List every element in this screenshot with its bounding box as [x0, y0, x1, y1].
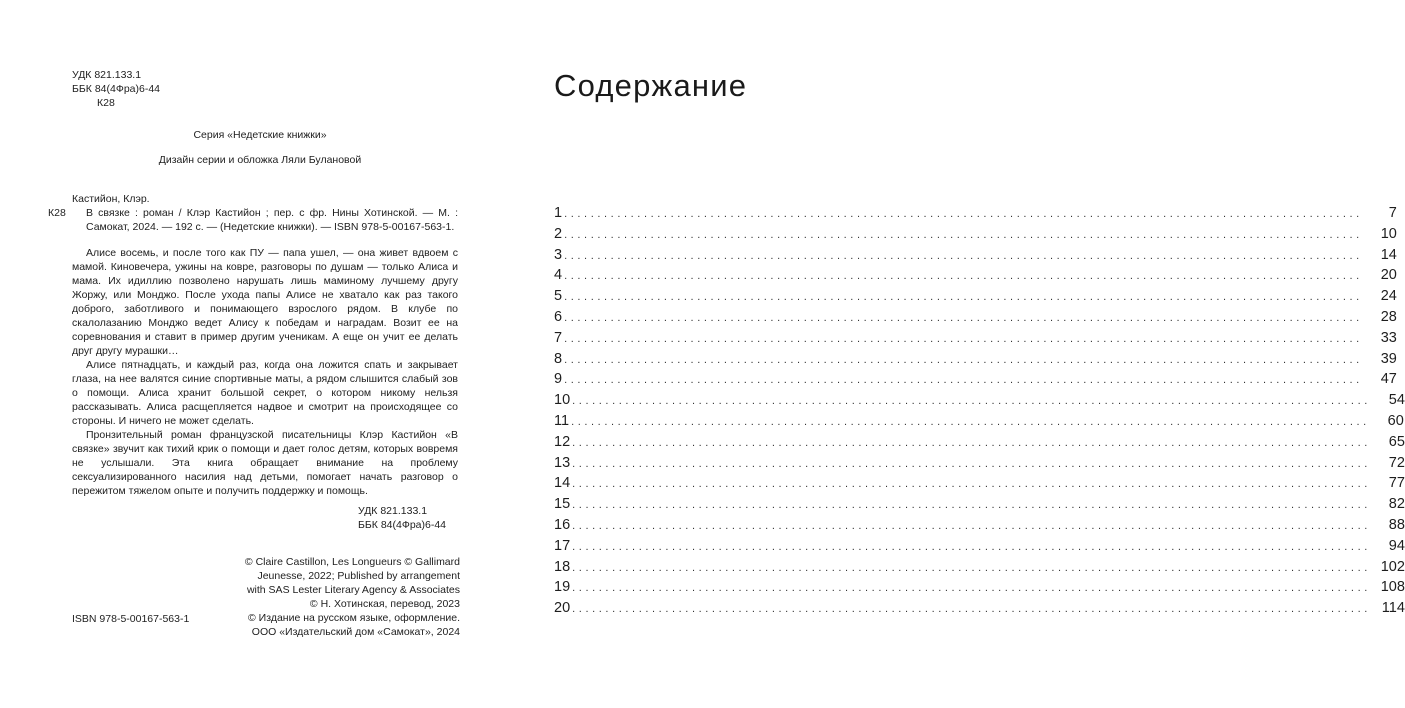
toc-chapter-number: 5: [554, 288, 563, 305]
toc-leader-dots: ........................................................................................................................: [564, 291, 1363, 304]
biblio-description: В связке : роман / Клэр Кастийон ; пер. с фр. Нины Хотинской. — М. : Самокат, 2024. — 192 с. — (Недетские книжки). — ISBN 978-5-00167-563-1.: [86, 207, 458, 233]
toc-page-number: 65: [1388, 433, 1405, 450]
toc-entry-15[interactable]: [554, 496, 1405, 517]
toc-entry-20[interactable]: [554, 600, 1405, 621]
bbk-code: ББК 84(4Фра)6-44: [72, 83, 161, 95]
toc-chapter-number: 17: [554, 537, 571, 554]
toc-title: Содержание: [554, 68, 748, 103]
toc-chapter-number: 9: [554, 371, 563, 388]
isbn: ISBN 978-5-00167-563-1: [72, 613, 190, 625]
toc-entry-11[interactable]: [554, 412, 1404, 434]
toc-chapter-number: 15: [554, 496, 571, 513]
toc-chapter-number: 19: [554, 579, 571, 596]
toc-chapter-number: 10: [554, 392, 571, 409]
biblio-author-mark: К28: [48, 207, 66, 219]
series-name: Серия «Недетские книжки»: [193, 129, 327, 141]
toc-page-number: 39: [1380, 350, 1397, 367]
toc-page-number: 54: [1388, 392, 1405, 409]
toc-page-number: 14: [1380, 246, 1397, 263]
toc-leader-dots: ........................................................................................................................: [572, 436, 1371, 449]
toc-entry-3[interactable]: [554, 246, 1397, 268]
copyright-line: Jeunesse, 2022; Published by arrangement: [257, 570, 460, 582]
toc-entry-19[interactable]: [554, 579, 1405, 600]
annotation-paragraph: Алисе восемь, и после того как ПУ — папа ушел, — она живет вдвоем с мамой. Киновечера, ужины на ковре, разговоры по душам — только Алиса и мама. Их идиллию позволено нарушать лишь маминому лучшему другу Жоржу, или Монджо. После ухода папы Алисе не хватало как раз такого доброго, заботливого и понимающего взрослого рядом. В клубе по скалолазанию Монджо ведет Алису к победам и наградам. Возит ее на соревнования и ставит в пример другим ученикам. А еще он учит ее делать друг другу мурашки…: [72, 247, 458, 357]
toc-entry-17[interactable]: [554, 537, 1405, 559]
series-info: [110, 128, 410, 178]
toc-leader-dots: ........................................................................................................................: [572, 561, 1371, 574]
toc-entry-13[interactable]: [554, 454, 1405, 476]
toc-entry-12[interactable]: [554, 433, 1405, 455]
toc-entry-2[interactable]: [554, 225, 1397, 247]
toc-chapter-number: 7: [554, 329, 563, 346]
toc-chapter-number: 8: [554, 350, 563, 367]
toc-leader-dots: ........................................................................................................................: [571, 415, 1370, 428]
toc-leader-dots: ........................................................................................................................: [564, 332, 1363, 345]
toc-entry-18[interactable]: [554, 558, 1405, 580]
toc-entry-4[interactable]: [554, 267, 1397, 288]
udk-block-top: [72, 68, 272, 110]
toc-leader-dots: ........................................................................................................................: [572, 540, 1371, 553]
toc-page-number: 60: [1387, 412, 1404, 429]
annotation-paragraph: Пронзительный роман французской писательницы Клэр Кастийон «В связке» звучит как тихий крик о помощи и дает голос детям, которых вовремя не услышали. Эта книга обращает внимание на проблему сексуализированного насилия над детьми, помогает начать разговор о пережитом тяжелом опыте и получить поддержку и помощь.: [72, 429, 458, 497]
copyright-block: [230, 555, 460, 639]
toc-leader-dots: ........................................................................................................................: [572, 519, 1371, 532]
annotation: [72, 246, 458, 498]
toc-page-number: 102: [1380, 558, 1405, 575]
toc-chapter-number: 4: [554, 267, 563, 284]
toc-chapter-number: 13: [554, 454, 571, 471]
toc-entry-8[interactable]: [554, 350, 1397, 372]
toc-entry-5[interactable]: [554, 288, 1397, 309]
udk-code: УДК 821.133.1: [72, 69, 142, 81]
author-mark: К28: [97, 97, 115, 109]
udk-code-bottom: УДК 821.133.1: [358, 505, 428, 517]
toc-leader-dots: ........................................................................................................................: [564, 311, 1363, 324]
design-credit: Дизайн серии и обложка Ляли Булановой: [158, 154, 362, 166]
toc-page-number: 7: [1388, 205, 1397, 221]
copyright-line: ООО «Издательский дом «Самокат», 2024: [251, 626, 460, 638]
annotation-paragraph: Алисе пятнадцать, и каждый раз, когда она ложится спать и закрывает глаза, на нее валятся синие спортивные маты, а рядом слышится слабый зов о помощи. Алиса хранит большой секрет, о котором никому нельзя рассказывать. Алиса расщепляется надвое и смотрит на происходящее со стороны. И ничего не может сделать.: [72, 359, 458, 427]
toc-page-number: 82: [1388, 496, 1405, 513]
toc-chapter-number: 3: [554, 246, 563, 263]
toc-chapter-number: 12: [554, 433, 571, 450]
toc-leader-dots: ........................................................................................................................: [564, 374, 1363, 387]
toc-page-number: 10: [1380, 225, 1397, 242]
copyright-line: © Издание на русском языке, оформление.: [248, 612, 460, 624]
toc-page-number: 77: [1388, 475, 1405, 492]
toc-entry-14[interactable]: [554, 475, 1405, 496]
toc-leader-dots: ........................................................................................................................: [572, 499, 1371, 512]
copyright-line: with SAS Lester Literary Agency & Associates: [246, 584, 460, 596]
toc-leader-dots: ........................................................................................................................: [572, 457, 1371, 470]
toc-page-number: 88: [1388, 516, 1405, 533]
toc-page-number: 33: [1380, 329, 1397, 346]
toc-leader-dots: ........................................................................................................................: [572, 395, 1371, 408]
toc-chapter-number: 11: [554, 412, 570, 429]
toc-chapter-number: 16: [554, 516, 571, 533]
bibliographic-record: [48, 206, 458, 234]
toc-chapter-number: 14: [554, 475, 571, 492]
toc-leader-dots: ........................................................................................................................: [564, 228, 1363, 241]
toc-chapter-number: 6: [554, 308, 563, 325]
bbk-code-bottom: ББК 84(4Фра)6-44: [358, 519, 447, 531]
toc-leader-dots: ........................................................................................................................: [564, 270, 1363, 283]
toc-leader-dots: ........................................................................................................................: [572, 603, 1371, 616]
toc-page-number: 28: [1380, 308, 1397, 325]
author-heading: Кастийон, Клэр.: [72, 193, 150, 205]
toc-entry-10[interactable]: [554, 392, 1405, 413]
table-of-contents: [554, 205, 1405, 621]
toc-chapter-number: 20: [554, 600, 571, 617]
toc-leader-dots: ........................................................................................................................: [564, 353, 1363, 366]
toc-page-number: 108: [1380, 579, 1405, 596]
toc-entry-6[interactable]: [554, 308, 1397, 330]
toc-page-number: 94: [1388, 537, 1405, 554]
toc-chapter-number: 18: [554, 558, 571, 575]
toc-leader-dots: ........................................................................................................................: [564, 249, 1363, 262]
toc-entry-16[interactable]: [554, 516, 1405, 538]
toc-entry-7[interactable]: [554, 329, 1397, 351]
toc-page-number: 20: [1380, 267, 1397, 284]
udk-block-bottom: [358, 504, 478, 532]
toc-leader-dots: ........................................................................................................................: [572, 478, 1371, 491]
toc-page-number: 114: [1381, 600, 1405, 617]
toc-entry-1[interactable]: [554, 205, 1397, 226]
copyright-line: © Claire Castillon, Les Longueurs © Gallimard: [244, 556, 460, 568]
toc-chapter-number: 2: [554, 225, 563, 242]
toc-page-number: 24: [1380, 288, 1397, 305]
copyright-line: © Н. Хотинская, перевод, 2023: [309, 598, 460, 610]
toc-leader-dots: ........................................................................................................................: [564, 208, 1363, 220]
toc-chapter-number: 1: [554, 205, 563, 221]
toc-entry-9[interactable]: [554, 371, 1397, 392]
toc-leader-dots: ........................................................................................................................: [572, 582, 1371, 595]
toc-page-number: 47: [1380, 371, 1397, 388]
toc-page-number: 72: [1388, 454, 1405, 471]
